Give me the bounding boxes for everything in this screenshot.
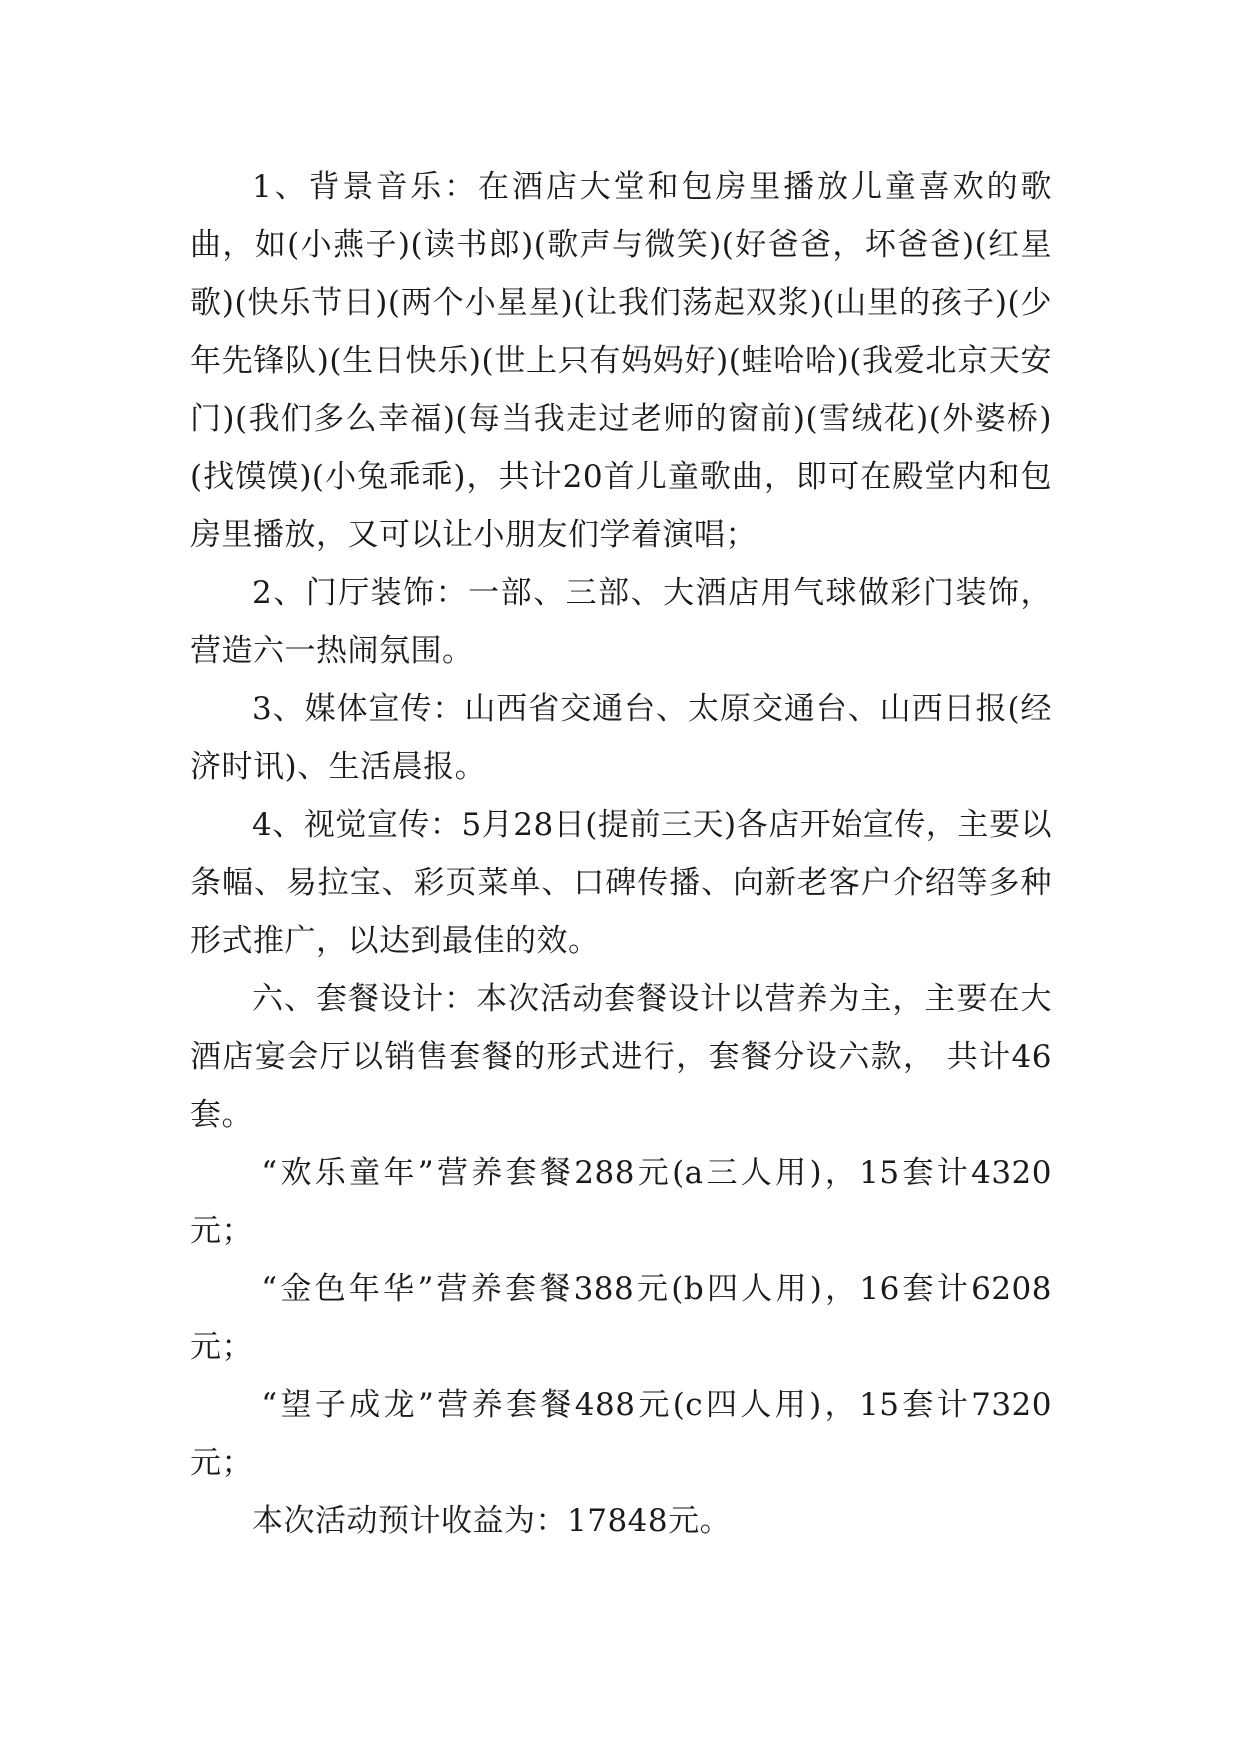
paragraph-background-music: 1、背景音乐：在酒店大堂和包房里播放儿童喜欢的歌曲，如(小燕子)(读书郎)(歌声与微笑)(好爸爸，坏爸爸)(红星歌)(快乐节日)(两个小星星)(让我们荡起双浆)(山里的孩子)(少年先锋队)(生日快乐)(世上只有妈妈好)(蛙哈哈)(我爱北京天安门)(我们多么幸福)(每当我走过老师的窗前)(雪绒花)(外婆桥)(找馍馍)(小兔乖乖)，共计20首儿童歌曲，即可在殿堂内和包房里播放，又可以让小朋友们学着演唱； xyxy=(190,169,1052,553)
paragraph-package-design: 六、套餐设计：本次活动套餐设计以营养为主，主要在大酒店宴会厅以销售套餐的形式进行，套餐分设六款， 共计46套。 xyxy=(190,981,1052,1133)
paragraph-visual-promotion: 4、视觉宣传：5月28日(提前三天)各店开始宣传，主要以条幅、易拉宝、彩页菜单、口碑传播、向新老客户介绍等多种形式推广，以达到最佳的效。 xyxy=(190,807,1052,959)
paragraph-lobby-decoration: 2、门厅装饰：一部、三部、大酒店用气球做彩门装饰，营造六一热闹氛围。 xyxy=(190,575,1052,669)
paragraph-package-success-wish: “望子成龙”营养套餐488元(c四人用)，15套计7320元； xyxy=(190,1387,1052,1481)
paragraph-media-promotion: 3、媒体宣传：山西省交通台、太原交通台、山西日报(经济时讯)、生活晨报。 xyxy=(190,691,1052,785)
paragraph-package-happy-childhood: “欢乐童年”营养套餐288元(a三人用)，15套计4320元； xyxy=(190,1155,1052,1249)
paragraph-expected-revenue: 本次活动预计收益为：17848元。 xyxy=(252,1503,732,1539)
paragraph-package-golden-years: “金色年华”营养套餐388元(b四人用)，16套计6208元； xyxy=(190,1271,1052,1365)
document-body xyxy=(190,158,1052,1550)
